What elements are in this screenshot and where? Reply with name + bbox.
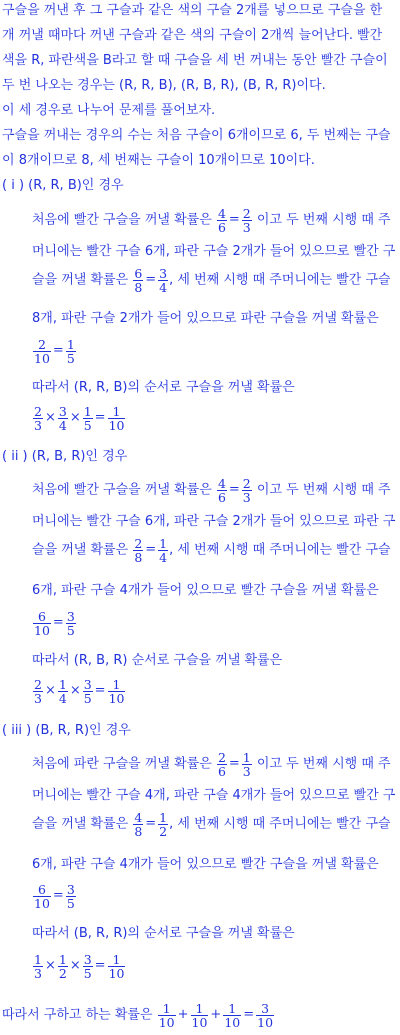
intro-line-6: 구슬을 꺼내는 경우의 수는 처음 구슬이 6개이므로 6, 두 번째는 구슬 bbox=[2, 128, 391, 143]
case2-heading: ( ii ) (R, B, R)인 경우 bbox=[2, 449, 128, 464]
case1-line-1: 처음에 빨간 구슬을 꺼낼 확률은 $\frac{4}{6}$ = $\frac{2}{3}$ 이고 두 번째 시행 때 주 bbox=[32, 205, 391, 235]
case1-line-4: 8개, 파란 구슬 2개가 들어 있으므로 파란 구슬을 꺼낼 확률은 bbox=[32, 311, 379, 326]
case3-line-1: 처음에 파란 구슬을 꺼낼 확률은 $\frac{2}{6}$ = $\frac{1}{3}$ 이고 두 번째 시행 때 주 bbox=[32, 749, 391, 779]
case1-frac-2b: $\frac{3}{4}$ bbox=[159, 265, 168, 295]
case1-line-3: 슬을 꺼낼 확률은 $\frac{6}{8}$ = $\frac{3}{4}$ , 세 번째 시행 때 주머니에는 빨간 구슬 bbox=[32, 265, 391, 295]
case3-line-2: 머니에는 빨간 구슬 4개, 파란 구슬 4개가 들어 있으므로 빨간 구 bbox=[32, 788, 396, 803]
case2-product: $\frac{2}{3}$ × $\frac{1}{4}$ × $\frac{3}{5}$ = $\frac{1}{10}$ bbox=[34, 676, 125, 706]
case3-line-4: 6개, 파란 구슬 4개가 들어 있으므로 빨간 구슬을 꺼낼 확률은 bbox=[32, 857, 379, 872]
intro-line-3: 색을 R, 파란색을 B라고 할 때 구슬을 세 번 꺼내는 동안 빨간 구슬이 bbox=[2, 53, 388, 68]
case1-frac-3: $\frac{2}{10}$ bbox=[34, 336, 50, 366]
case3-heading: ( iii ) (B, R, R)인 경우 bbox=[2, 723, 131, 738]
final-label: 따라서 구하고 하는 확률은 bbox=[2, 1007, 153, 1023]
case1-text-1: 처음에 빨간 구슬을 꺼낼 확률은 bbox=[32, 212, 212, 228]
intro-line-2: 개 꺼낼 때마다 꺼낸 구슬과 같은 색의 구슬이 2개씩 늘어난다. 빨간 bbox=[2, 28, 383, 43]
case2-line-5: $\frac{6}{10}$ = $\frac{3}{5}$ bbox=[34, 608, 75, 638]
intro-line-4: 두 번 나오는 경우는 (R, R, B), (R, B, R), (B, R, R)이다. bbox=[2, 78, 326, 93]
case2-line-2: 머니에는 빨간 구슬 6개, 파란 구슬 2개가 들어 있으므로 파란 구 bbox=[32, 514, 396, 529]
case3-line-6: 따라서 (B, R, R)의 순서로 구슬을 꺼낼 확률은 bbox=[32, 926, 295, 941]
intro-line-7: 이 8개이므로 8, 세 번째는 구슬이 10개이므로 10이다. bbox=[2, 153, 315, 168]
intro-line-1: 구슬을 꺼낸 후 그 구슬과 같은 색의 구슬 2개를 넣으므로 구슬을 한 bbox=[2, 3, 383, 18]
case2-line-4: 6개, 파란 구슬 4개가 들어 있으므로 빨간 구슬을 꺼낼 확률은 bbox=[32, 583, 379, 598]
case2-line-6: 따라서 (R, B, R) 순서로 구슬을 꺼낼 확률은 bbox=[32, 653, 283, 668]
case3-line-5: $\frac{6}{10}$ = $\frac{3}{5}$ bbox=[34, 881, 75, 911]
case1-frac-3b: $\frac{1}{5}$ bbox=[66, 336, 75, 366]
case1-frac-1: $\frac{4}{6}$ bbox=[217, 205, 226, 235]
case2-line-3: 슬을 꺼낼 확률은 $\frac{2}{8}$ = $\frac{1}{4}$ , 세 번째 시행 때 주머니에는 빨간 구슬 bbox=[32, 535, 391, 565]
case2-line-1: 처음에 빨간 구슬을 꺼낼 확률은 $\frac{4}{6}$ = $\frac{2}{3}$ 이고 두 번째 시행 때 주 bbox=[32, 475, 391, 505]
case1-frac-2: $\frac{6}{8}$ bbox=[134, 265, 143, 295]
case1-line-2: 머니에는 빨간 구슬 6개, 파란 구슬 2개가 들어 있으므로 빨간 구 bbox=[32, 244, 396, 259]
case1-frac-1b: $\frac{2}{3}$ bbox=[242, 205, 251, 235]
intro-line-5: 이 세 경우로 나누어 문제를 풀어보자. bbox=[2, 103, 216, 118]
final-answer: 따라서 구하고 하는 확률은 $\frac{1}{10}$ + $\frac{1}{10}$ + $\frac{1}{10}$ = $\frac{3}{10}$ bbox=[2, 1000, 274, 1030]
case1-line-6: 따라서 (R, R, B)의 순서로 구슬을 꺼낼 확률은 bbox=[32, 380, 295, 395]
case1-heading: ( i ) (R, R, B)인 경우 bbox=[2, 178, 124, 193]
case3-line-3: 슬을 꺼낼 확률은 $\frac{4}{8}$ = $\frac{1}{2}$ , 세 번째 시행 때 주머니에는 빨간 구슬 bbox=[32, 809, 391, 839]
case1-line-5: $\frac{2}{10}$ = $\frac{1}{5}$ bbox=[34, 336, 75, 366]
case3-product: $\frac{1}{3}$ × $\frac{1}{2}$ × $\frac{3}{5}$ = $\frac{1}{10}$ bbox=[34, 951, 125, 981]
case1-product: $\frac{2}{3}$ × $\frac{3}{4}$ × $\frac{1}{5}$ = $\frac{1}{10}$ bbox=[34, 403, 125, 433]
